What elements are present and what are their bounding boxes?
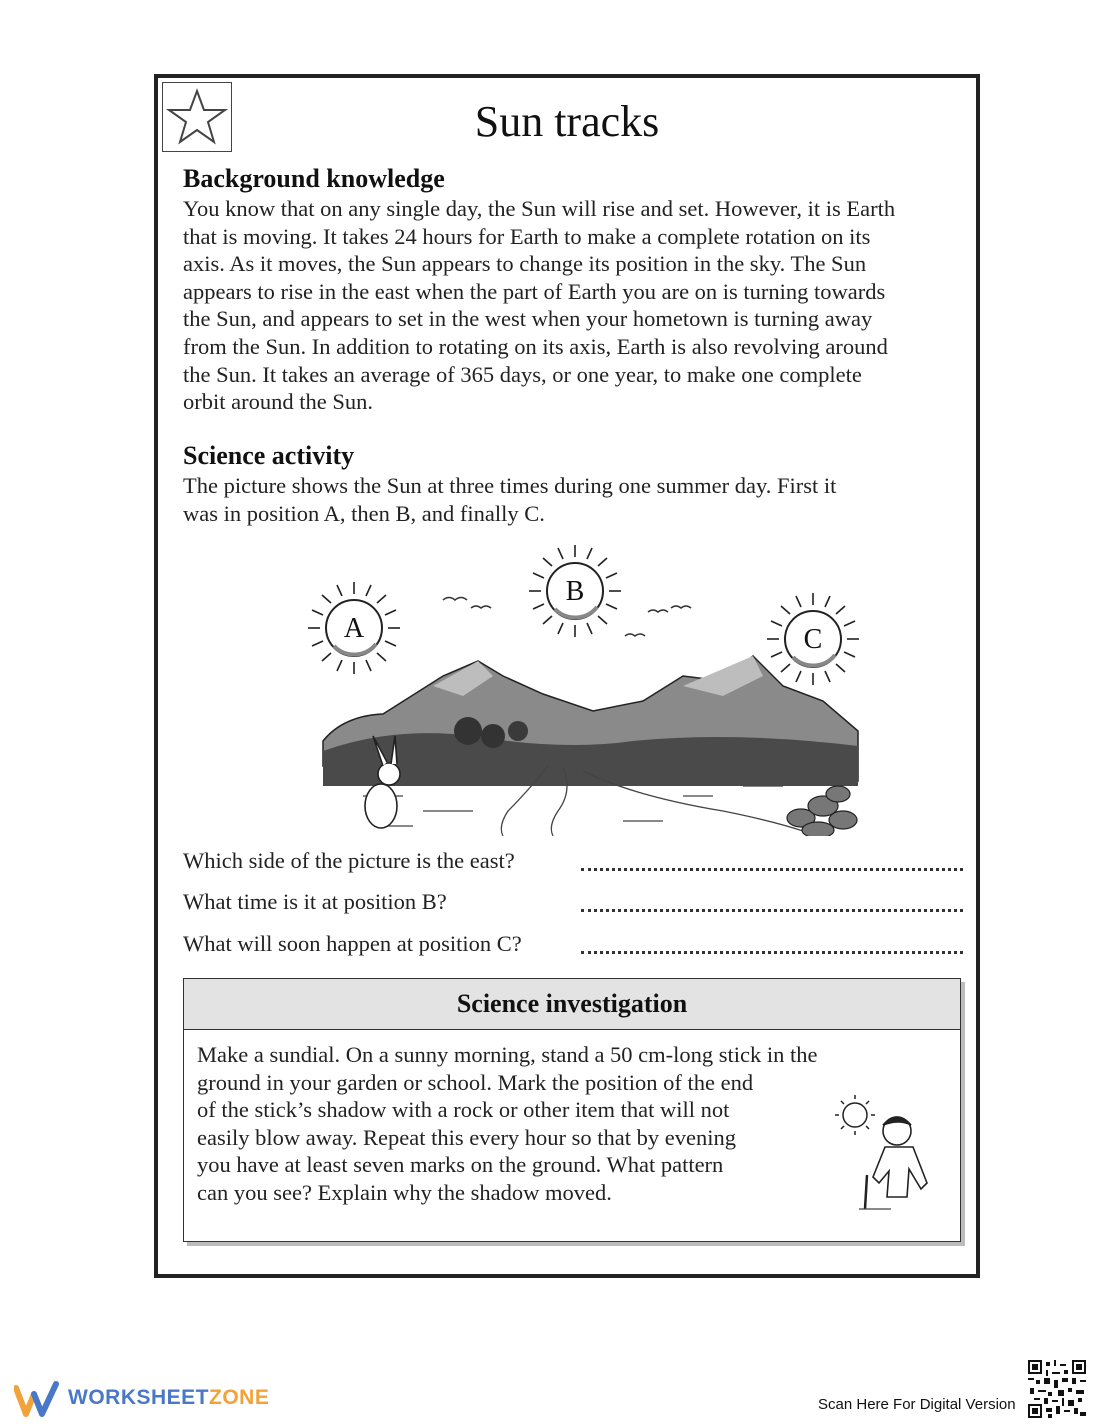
background-line: from the Sun. In addition to rotating on its axis, Earth is also revolving around — [183, 333, 888, 359]
logo-text-worksheet: WORKSHEET — [68, 1386, 209, 1409]
question-text: Which side of the picture is the east? — [183, 848, 515, 873]
logo-text — [68, 1386, 269, 1410]
answer-line[interactable] — [581, 868, 963, 871]
investigation-line: easily blow away. Repeat this every hour so that by evening — [197, 1124, 737, 1150]
activity-heading: Science activity — [183, 441, 355, 470]
question-row — [183, 848, 963, 878]
background-line: appears to rise in the east when the part of Earth you are on is turning towards — [183, 278, 886, 304]
activity-line: was in position A, then B, and finally C. — [183, 500, 545, 526]
question-text: What will soon happen at position C? — [183, 931, 522, 956]
small-sun-icon — [835, 1095, 875, 1135]
sun-label-c: C — [803, 624, 823, 655]
investigation-line: you have at least seven marks on the ground. What pattern — [197, 1152, 724, 1178]
logo-text-zone: ZONE — [209, 1386, 270, 1409]
worksheetzone-logo[interactable] — [14, 1380, 274, 1420]
question-text: What time is it at position B? — [183, 889, 447, 914]
mountains-icon — [323, 656, 858, 786]
investigation-text — [197, 1041, 817, 1207]
background-line: the Sun, and appears to set in the west when your hometown is turning away — [183, 306, 873, 332]
investigation-line: of the stick’s shadow with a rock or other item that will not — [197, 1097, 730, 1123]
investigation-line: ground in your garden or school. Mark the position of the end — [197, 1069, 754, 1095]
bush-icon — [787, 786, 857, 836]
investigation-box — [183, 978, 961, 1242]
background-line: the Sun. It takes an average of 365 days, or one year, to make one complete — [183, 361, 862, 387]
answer-line[interactable] — [581, 909, 963, 912]
sun-label-a: A — [343, 613, 365, 644]
scan-text: Scan Here For Digital Version — [818, 1396, 1016, 1413]
sun-positions-illustration — [303, 536, 863, 836]
page-title: Sun tracks — [474, 97, 660, 146]
logo-mark-icon — [14, 1380, 62, 1420]
background-line: You know that on any single day, the Sun will rise and set. However, it is Earth — [183, 196, 896, 221]
activity-text — [183, 472, 958, 527]
investigation-line: Make a sundial. On a sunny morning, stand a 50 cm-long stick in the — [197, 1042, 818, 1067]
answer-line[interactable] — [581, 951, 963, 954]
background-text — [183, 195, 958, 416]
background-line: orbit around the Sun. — [183, 389, 373, 415]
question-row — [183, 889, 963, 919]
child-icon — [873, 1117, 927, 1197]
investigation-heading: Science investigation — [184, 979, 960, 1030]
background-heading: Background knowledge — [183, 164, 445, 193]
background-line: axis. As it moves, the Sun appears to change its position in the sky. The Sun — [183, 251, 867, 277]
qr-code-icon[interactable] — [1028, 1360, 1086, 1418]
background-line: that is moving. It takes 24 hours for Earth to make a complete rotation on its — [183, 223, 871, 249]
worksheet-frame — [154, 74, 980, 1278]
sun-label-b: B — [565, 576, 585, 607]
child-sundial-illustration — [829, 1091, 949, 1216]
activity-line: The picture shows the Sun at three times during one summer day. First it — [183, 473, 837, 498]
question-row — [183, 931, 963, 961]
investigation-line: can you see? Explain why the shadow moved. — [197, 1179, 612, 1205]
stick-icon — [865, 1175, 867, 1209]
